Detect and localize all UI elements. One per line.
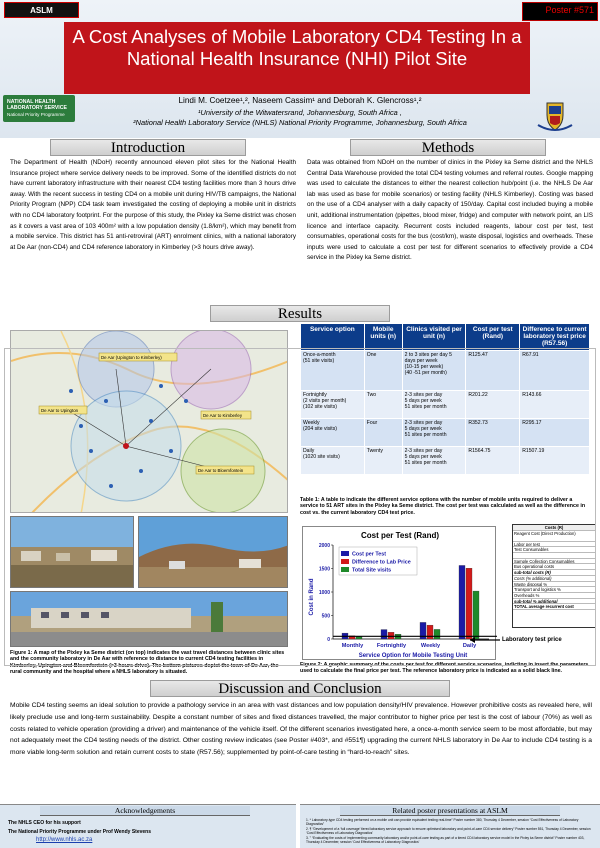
- cell-clinics: 2-3 sites per day: [404, 447, 443, 454]
- chart-bar: [434, 629, 440, 639]
- methods-text: Data was obtained from NDoH on the number of clinics in the Pixley ka Seme district and the NHLS Central Data Warehouse provided the total CD4 testing volumes and referral routes. Google mapping was used to calculate the distances to either the nearest collection hub/point (i.e. the NHLS De Aar lab was used as base for mobile scenarios) or testing facility (NHLS Kimberley). Costing was based on the use of a CD4 analyser with a daily capacity of 150/day. Capital cost included buying a mobile unit, additional instrumentation (pipettes, blood mixer, fridge) and computer with network point, an LIS licence and interface capacity. Recurrent costs included reagents, labour cost per test, test consumables, operational costs for the bus (cost/km), waste disposal, logistics and overheads. These inputs were used to calculate a cost per test for different scenarios to effectively provide a CD4 service in the Pixley ka Seme district.: [307, 159, 593, 262]
- cost-item: TOTAL average recurrent cost: [513, 604, 595, 610]
- nhls-logo-text: NATIONAL HEALTH LABORATORY SERVICE: [7, 99, 67, 112]
- chart-y-label: Cost in Rand: [309, 578, 315, 616]
- cell-clinics: (10-15 per week): [404, 364, 444, 371]
- acknowledgements-title: Acknowledgements: [40, 806, 250, 816]
- aslm-logo: ASLM: [4, 2, 79, 18]
- cost-item: Sample Collection Consumables: [513, 559, 595, 565]
- ack-line-2: The National Priority Programme under Prof Wendy Stevens: [8, 829, 151, 835]
- cell-clinics: 51 sites per month: [404, 404, 447, 411]
- cell-option: (204 site visits): [303, 425, 337, 432]
- map-label-3: De Aar to Kimberley: [203, 413, 243, 418]
- chart-y-tick-label: 0: [327, 637, 330, 643]
- table-row: [301, 350, 590, 390]
- chart-category-label: Daily: [462, 643, 477, 649]
- chart-legend-label: Total Site visits: [352, 567, 392, 574]
- methods-title: Methods: [350, 139, 546, 156]
- chart-bar: [356, 637, 362, 639]
- chart-bar: [459, 565, 465, 639]
- cost-parameters-inset: [512, 524, 596, 628]
- affiliation-2: ²National Health Laboratory Service (NHLS) National Priority Programme, Johannesburg, South Africa: [133, 118, 467, 127]
- chart-bar: [381, 630, 387, 639]
- col-mobile-units: Mobile units (n): [364, 324, 402, 351]
- cell-option: (2 visits per month): [303, 397, 347, 404]
- cell-clinics: 51 sites per month: [404, 460, 447, 467]
- nhls-website-link[interactable]: http://www.nhls.ac.za: [36, 837, 93, 843]
- cell-cost: R1564.75: [466, 446, 520, 474]
- chart-y-tick-label: 1000: [318, 590, 330, 596]
- cell-clinics: days per week: [404, 357, 438, 364]
- table-row: [301, 390, 590, 418]
- photo-rural-landscape: [138, 516, 288, 588]
- cell-option: Daily: [303, 447, 315, 454]
- cell-clinics: 2-3 sites per day: [404, 391, 443, 398]
- cell-clinics: 2-3 sites per day: [404, 419, 443, 426]
- cell-clinics: (40 -51 per month): [404, 370, 447, 377]
- affiliation-1: ¹University of the Witwatersrand, Johannesburg, South Africa ,: [198, 108, 402, 117]
- map-label-1: De Aar (Upington to Kimberley): [101, 355, 162, 360]
- col-cost-per-test: Cost per test (Rand): [466, 324, 520, 351]
- figure2-caption: Figure 2: A graphic summary of the costs per test for different service scenarios, indicting in insert the parameters used to calculate the final price per test. The reference laboratory price is indicated as a solid black line.: [300, 662, 589, 675]
- table1-caption: Table 1: A table to indicate the different service options with the number of mobile units required to deliver a service to 51 ART sites in the Pixley ka Seme district. The cost per test was calculated as well as the difference in cost vs. the current laboratory CD4 test price.: [300, 497, 586, 516]
- cost-item: Bus operational costs: [513, 564, 595, 570]
- cell-clinics: 5 days per week: [404, 453, 442, 460]
- cell-diff: R143.66: [520, 390, 590, 418]
- related-posters-box: [300, 804, 600, 848]
- cell-clinics: 5 days per week: [404, 425, 442, 432]
- poster-number-badge: Poster #571: [522, 2, 598, 21]
- cost-item: sub-total costs (R): [513, 570, 595, 576]
- cell-option: Once-a-month: [303, 351, 336, 358]
- map-label-2: De Aar to Upington: [41, 408, 79, 413]
- discussion-title: Discussion and Conclusion: [150, 680, 450, 697]
- map-label-4: De Aar to Bloemfontein: [198, 468, 244, 473]
- introduction-text: The Department of Health (NDoH) recently announced eleven pilot sites for the National Health Insurance project where service delivery needs to be improved. Some of the identified districts do not have current laboratory infrastructure with their nearest CD4 testing facilities more than 3 hours drive away. With the recent success in testing CD4 on a mobile unit during HIV/TB campaigns, the National Priority Program (NPP) CD4 task team investigated the costing of deploying a mobile unit in districts with no CD4 laboratory footprint. For the purpose of this study, the Pixley ka Seme district was chosen as it covers a vast area of 103 400m² with a low population density (1.8/km²), which may benefit from a mobile service. This district has 51 anti-retroviral (ART) enrolment clinics, with a national laboratory at De Aar (non-CD4) and CD4 reference laboratory in Kimberley (>3 hours drive away).: [10, 159, 296, 251]
- chart-y-tick-label: 2000: [318, 543, 330, 549]
- cell-cost: R352.73: [466, 418, 520, 446]
- cell-option: (1020 site visits): [303, 453, 340, 460]
- cell-units: Two: [364, 390, 402, 418]
- cell-units: Four: [364, 418, 402, 446]
- ack-line-1: The NHLS CEO for his support: [8, 820, 81, 826]
- cost-item: Labor per test: [513, 542, 595, 548]
- cell-diff: R1507.19: [520, 446, 590, 474]
- cell-clinics: 5 days per week: [404, 397, 442, 404]
- results-title: Results: [210, 305, 390, 322]
- cell-units: One: [364, 350, 402, 390]
- table-row: [301, 446, 590, 474]
- cell-option: Weekly: [303, 419, 320, 426]
- cell-option: (51 site visits): [303, 357, 335, 364]
- col-service-option: Service option: [301, 324, 365, 351]
- cost-item: Waste disposal %: [513, 582, 595, 588]
- table-row: [301, 418, 590, 446]
- chart-x-label: Service Option for Mobile Testing Unit: [358, 653, 468, 659]
- chart-y-tick-label: 500: [321, 613, 330, 620]
- chart-bar: [427, 625, 433, 639]
- cell-cost: R125.47: [466, 350, 520, 390]
- lab-price-label: Laboratory test price: [502, 637, 562, 643]
- cell-option: (102 site visits): [303, 404, 337, 411]
- authors: Lindi M. Coetzee¹,², Naseem Cassim¹ and Deborah K. Glencross¹,²: [178, 96, 422, 105]
- cost-item: sub-total % additional: [513, 599, 595, 605]
- poster-title: A Cost Analyses of Mobile Laboratory CD4 Testing In a National Health Insurance (NHI) Pilot Site: [64, 22, 530, 94]
- chart-legend-label: Cost per Test: [352, 551, 387, 558]
- chart-legend-label: Difference to Lab Price: [352, 559, 411, 566]
- chart-y-tick-label: 1500: [318, 566, 330, 573]
- cell-units: Twenty: [364, 446, 402, 474]
- chart-title: Cost per Test (Rand): [360, 531, 440, 540]
- cost-item: Costs (% additional): [513, 576, 595, 582]
- cell-clinics: 51 sites per month: [404, 432, 447, 439]
- map-drawing: [11, 331, 288, 513]
- related-item-1: 1. * Laboratory-type CD4 testing performed on a mobile unit can provide equivalent testing real-time” Poster number 380, Thursday 4 December, session “Cost Effectiveness of Laboratory Diagnostics”: [306, 818, 579, 827]
- cost-item: Reagent Cost (Direct Production): [513, 531, 595, 542]
- acknowledgements-box: [0, 804, 296, 848]
- chart-bar: [466, 568, 472, 639]
- lab-price-arrow-icon: [468, 630, 504, 644]
- figure1-caption: Figure 1: A map of the Pixley ka Seme district (on top) indicates the vast travel distances between clinic sites and the community laboratory in De Aar with reference to distance to current CD4 testing facilities in Kimberley, Upington and Bloemfontein (>3 hours drive). The bottom pictures depict the town of De Aar, the rural community and the hospital where a NHLS laboratory is situated.: [10, 650, 285, 676]
- cost-box-title: Costs (R): [513, 525, 595, 531]
- col-difference: Difference to current laboratory test price (R57.56): [520, 324, 590, 351]
- cell-cost: R201.22: [466, 390, 520, 418]
- chart-legend-swatch: [341, 551, 349, 556]
- chart-legend-swatch: [341, 559, 349, 564]
- chart-category-label: Monthly: [341, 643, 364, 649]
- cell-diff: R67.91: [520, 350, 590, 390]
- introduction-title: Introduction: [50, 139, 246, 156]
- cost-item: Overheads %: [513, 593, 595, 599]
- cell-diff: R295.17: [520, 418, 590, 446]
- discussion-text: Mobile CD4 testing seems an ideal solution to provide a pathology service in an area with vast distances and low population density/HIV prevalence. However prohibitive costs as revealed here, will likely preclude use and long-term sustainability. Despite a constant number of sites and fixed distances travelled, the major contributor to higher price per test is the cost of labour (70%) as well as costs related to vehicle operation (providing a driver) and maintenance of the vehicle itself. Of the different scenarios investigated here, a once-a-month service seem to be most affordable, but may not adequately meet the CD4 testing needs of the district. Other costing review indicates (see Poster #403*, and #551¶) upgrading the current NHLS laboratory in De Aar to include CD4 testing is a more viable long-term solution and retain current costs to state (R57.56); supplemented by point-of-care testing in “hard-to-reach” sites.: [10, 702, 592, 757]
- district-map: [10, 330, 288, 513]
- col-clinics-visited: Clinics visited per unit (n): [402, 324, 466, 351]
- chart-legend-swatch: [341, 567, 349, 572]
- service-options-table: [300, 323, 590, 475]
- chart-bar: [388, 632, 394, 639]
- chart-category-label: Weekly: [420, 643, 441, 649]
- related-item-2: 2. ¶ “Development of a ‘full coverage’ tiered laboratory service approach to ensure optimised laboratory and point-of-care CD4 service delivery” Poster number 551, Thursday 4 December, session ‘Cost Effectiveness of Laboratory Diagnostics’: [306, 827, 591, 836]
- cost-item: Transport and logistics %: [513, 587, 595, 593]
- cell-option: Fortnightly: [303, 391, 327, 398]
- related-item-3: 3. ° “Evaluating the costs of implementing community laboratory and/or point-of-care testing as part of a tiered CD4 laboratory service model in the Pixley ka Seme district” Poster number 403, Thursday 4 December, session ‘Cost Effectiveness of Laboratory Diagnostics’: [306, 836, 585, 845]
- photo-hospital: [10, 591, 288, 647]
- related-title: Related poster presentations at ASLM: [340, 806, 560, 816]
- cost-item: Test Consumables: [513, 547, 595, 553]
- cell-clinics: 2 to 3 sites per day 5: [404, 351, 452, 358]
- chart-category-label: Fortnightly: [376, 643, 407, 649]
- nhls-logo-sub: National Priority Programme: [7, 111, 65, 117]
- photo-town-de-aar: [10, 516, 134, 588]
- cost-chart: [302, 526, 496, 660]
